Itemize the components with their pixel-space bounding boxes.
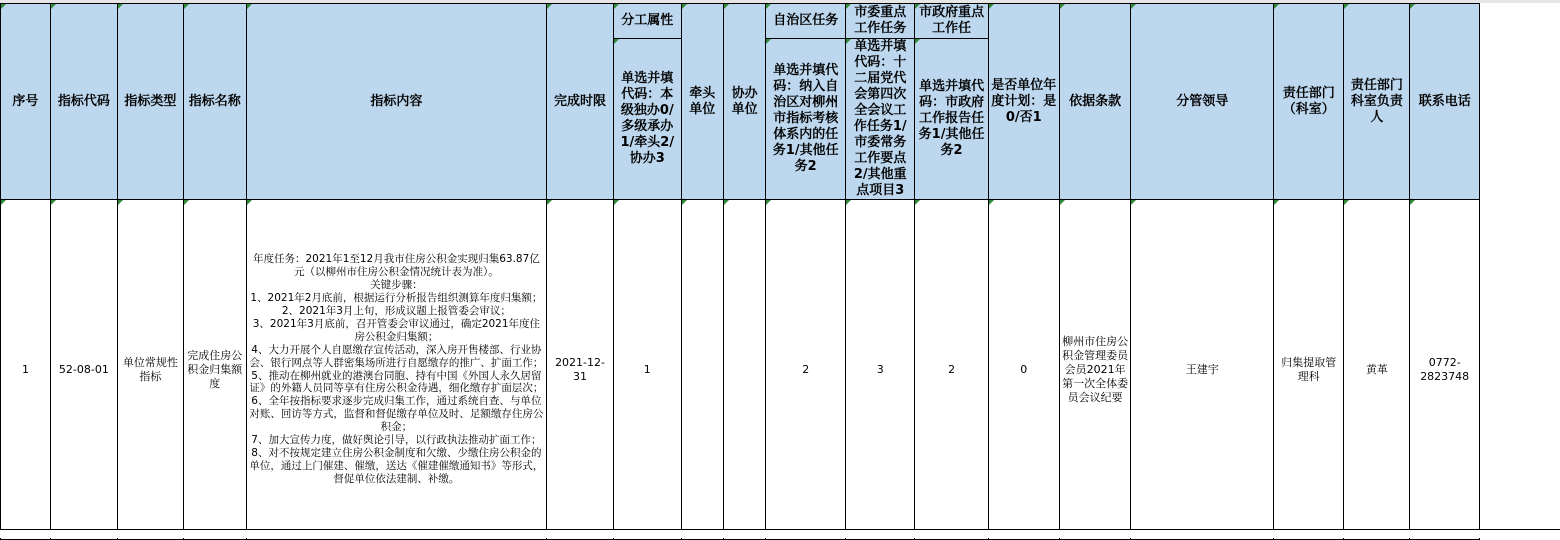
header-content[interactable]: 指标内容 — [246, 4, 546, 200]
cell-annual-plan[interactable]: 0 — [988, 200, 1059, 540]
header-annual-plan[interactable]: 是否单位年度计划：是0/否1 — [988, 4, 1059, 200]
header-party-group[interactable]: 市委重点工作任务 — [846, 4, 915, 39]
content-line: 5、推动在柳州就业的港澳台同胞、持有中国《外国人永久居留证》的外籍人员同等享有住房公积金待遇，细化缴存扩面层次； — [249, 369, 544, 395]
header-region-desc[interactable]: 单选并填代码：纳入自治区对柳州市指标考核体系内的任务1/其他任务2 — [766, 39, 846, 200]
content-line: 3、2021年3月底前，召开管委会审议通过，确定2021年度住房公积金归集额； — [252, 317, 541, 343]
header-name[interactable]: 指标名称 — [183, 4, 246, 200]
header-seq[interactable]: 序号 — [1, 4, 51, 200]
cell-basis[interactable]: 柳州市住房公积金管理委员会员2021年第一次全体委员会议纪要 — [1059, 200, 1130, 540]
cell-party[interactable]: 3 — [846, 200, 915, 540]
cell-phone[interactable]: 0772-2823748 — [1410, 200, 1480, 540]
header-party-desc[interactable]: 单选并填代码：十二届党代会第四次全会议工作任务1/市委常务工作要点2/其他重点项目3 — [846, 39, 915, 200]
header-gov-group[interactable]: 市政府重点工作任 — [915, 4, 988, 39]
header-division-desc[interactable]: 单选并填代码：本级独办0/多级承办1/牵头2/协办3 — [614, 39, 682, 200]
content-line: 年度任务：2021年1至12月我市住房公积金实现归集63.87亿元（以柳州市住房公积金情况统计表为准）。 — [252, 253, 540, 279]
header-assist-unit[interactable]: 协办单位 — [723, 4, 765, 200]
indicator-table — [0, 3, 1560, 540]
cell-division[interactable]: 1 — [614, 200, 682, 540]
content-line: 4、大力开展个人自愿缴存宣传活动，深入房开售楼部、行业协会、银行网点等人群密集场所进行自愿缴存的推广、扩面工作； — [249, 343, 544, 369]
header-basis[interactable]: 依据条款 — [1059, 4, 1130, 200]
header-region-group[interactable]: 自治区任务 — [766, 4, 846, 39]
cell-name[interactable]: 完成住房公积金归集额度 — [183, 200, 246, 540]
cell-seq[interactable]: 1 — [1, 200, 51, 540]
header-code[interactable]: 指标代码 — [50, 4, 117, 200]
cell-gov[interactable]: 2 — [915, 200, 988, 540]
header-deadline[interactable]: 完成时限 — [547, 4, 614, 200]
header-leader[interactable]: 分管领导 — [1131, 4, 1274, 200]
cell-deadline[interactable]: 2021-12-31 — [547, 200, 614, 540]
cell-assist-unit[interactable] — [723, 200, 765, 540]
content-line: 2、2021年3月上旬，形成议题上报管委会审议； — [281, 304, 511, 317]
header-division-group[interactable]: 分工属性 — [614, 4, 682, 39]
cell-dept-head[interactable]: 黄革 — [1344, 200, 1410, 540]
cell-region[interactable]: 2 — [766, 200, 846, 540]
cell-lead-unit[interactable] — [681, 200, 723, 540]
header-lead-unit[interactable]: 牵头单位 — [681, 4, 723, 200]
content-line: 关键步骤： — [370, 279, 423, 292]
header-gov-desc[interactable]: 单选并填代码：市政府工作报告任务1/其他任务2 — [915, 39, 988, 200]
cell-content[interactable] — [246, 200, 546, 540]
header-dept[interactable]: 责任部门（科室） — [1274, 4, 1344, 200]
header-type[interactable]: 指标类型 — [117, 4, 183, 200]
header-dept-head[interactable]: 责任部门科室负责人 — [1344, 4, 1410, 200]
content-line: 1、2021年2月底前，根据运行分析报告组织测算年度归集额； — [250, 292, 543, 305]
content-line: 7、加大宣传力度，做好舆论引导，以行政执法推动扩面工作； — [251, 434, 542, 447]
cell-code[interactable]: 52-08-01 — [50, 200, 117, 540]
cell-dept[interactable]: 归集提取管理科 — [1274, 200, 1344, 540]
cell-leader[interactable]: 王建宇 — [1131, 200, 1274, 540]
header-phone[interactable]: 联系电话 — [1410, 4, 1480, 200]
content-line: 8、对不按规定建立住房公积金制度和欠缴、少缴住房公积金的单位，通过上门催建、催缴，送达《催建催缴通知书》等形式，督促单位依法建制、补缴。 — [249, 446, 544, 485]
content-line: 6、全年按指标要求逐步完成归集工作，通过系统自查、与单位对账、回访等方式，监督和督促缴存单位及时、足额缴存住房公积金； — [249, 395, 544, 434]
cell-type[interactable]: 单位常规性指标 — [117, 200, 183, 540]
